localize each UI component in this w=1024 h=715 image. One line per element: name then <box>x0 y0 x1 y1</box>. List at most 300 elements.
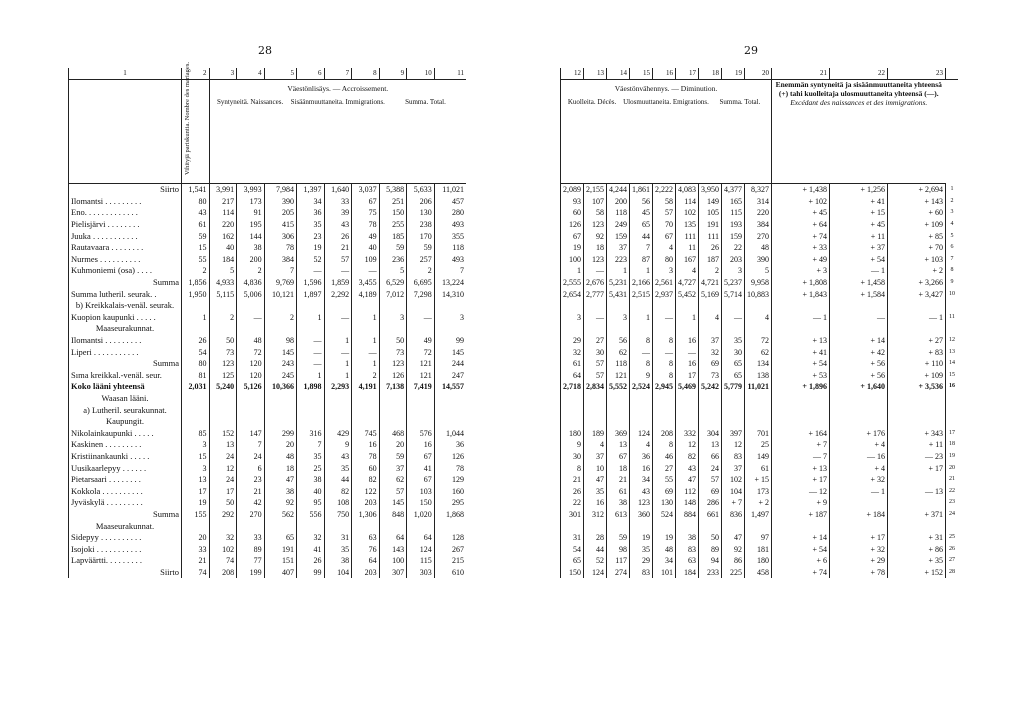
table-cell: 59 <box>407 242 435 254</box>
table-cell <box>829 520 887 532</box>
table-row <box>561 219 959 231</box>
table-cell: 11,021 <box>434 184 466 196</box>
table-cell: 100 <box>561 254 584 266</box>
table-cell: — 1 <box>829 265 887 277</box>
table-cell: + 56 <box>829 358 887 370</box>
table-cell: 22 <box>561 497 584 509</box>
table-row <box>69 509 467 521</box>
table-cell: 2 <box>264 312 296 324</box>
table-cell: 2 <box>699 265 722 277</box>
table-cell: 57 <box>699 474 722 486</box>
table-cell: 58 <box>584 207 607 219</box>
table-cell: 24 <box>209 451 237 463</box>
table-row <box>561 509 959 521</box>
table-cell: 32 <box>699 346 722 358</box>
table-cell: 99 <box>434 335 466 347</box>
table-cell: 3 <box>182 439 210 451</box>
row-number: 10 <box>946 288 959 300</box>
table-cell <box>324 300 352 312</box>
table-cell: 5,633 <box>407 184 435 196</box>
table-row <box>69 485 467 497</box>
table-cell: 181 <box>745 543 772 555</box>
table-row <box>561 277 959 289</box>
table-cell <box>296 393 324 405</box>
table-row <box>69 358 467 370</box>
table-cell: 115 <box>407 555 435 567</box>
table-cell: 111 <box>699 230 722 242</box>
table-row <box>69 242 467 254</box>
table-cell: 2,718 <box>561 381 584 393</box>
table-cell: 3 <box>434 312 466 324</box>
table-cell: 39 <box>324 207 352 219</box>
table-cell: 4 <box>745 312 772 324</box>
table-cell: 92 <box>722 543 745 555</box>
table-cell: 13 <box>182 474 210 486</box>
table-cell: 37 <box>722 462 745 474</box>
table-cell: 1,859 <box>324 277 352 289</box>
table-cell: 1,596 <box>296 277 324 289</box>
table-cell: 75 <box>352 207 380 219</box>
row-label: Pielisjärvi . . . . . . . . <box>69 219 182 231</box>
table-cell: 160 <box>434 485 466 497</box>
table-row <box>561 451 959 463</box>
table-row <box>561 462 959 474</box>
table-cell <box>584 393 607 405</box>
table-cell: — <box>237 312 265 324</box>
table-cell: 104 <box>722 485 745 497</box>
table-cell: 184 <box>209 254 237 266</box>
table-cell: 67 <box>607 451 630 463</box>
table-cell: + 31 <box>887 532 945 544</box>
table-cell: 576 <box>407 427 435 439</box>
table-cell <box>561 520 584 532</box>
table-cell: 91 <box>237 207 265 219</box>
table-cell <box>653 393 676 405</box>
table-cell <box>264 404 296 416</box>
table-cell <box>379 520 407 532</box>
table-cell: 50 <box>209 335 237 347</box>
col-num: 4 <box>237 68 265 80</box>
table-cell <box>407 404 435 416</box>
table-cell <box>699 393 722 405</box>
table-cell <box>653 404 676 416</box>
table-cell: + 29 <box>829 555 887 567</box>
table-cell <box>653 416 676 428</box>
table-cell <box>407 393 435 405</box>
row-number: 26 <box>946 543 959 555</box>
table-row <box>561 520 959 532</box>
table-cell: 94 <box>699 555 722 567</box>
row-number: 14 <box>946 358 959 370</box>
table-cell <box>182 393 210 405</box>
row-label: Uusikaarlepyy . . . . . . <box>69 462 182 474</box>
table-cell: 2,777 <box>584 288 607 300</box>
table-cell: 2,654 <box>561 288 584 300</box>
table-cell: 74 <box>209 555 237 567</box>
table-cell: 397 <box>722 427 745 439</box>
table-cell: 1 <box>676 312 699 324</box>
table-cell: 62 <box>379 474 407 486</box>
table-cell: 65 <box>264 532 296 544</box>
table-cell: 35 <box>630 543 653 555</box>
table-cell: 5,242 <box>699 381 722 393</box>
table-cell: 3 <box>561 312 584 324</box>
table-cell: 14,310 <box>434 288 466 300</box>
table-cell: 123 <box>584 254 607 266</box>
table-cell: 33 <box>324 196 352 208</box>
table-cell: 57 <box>584 370 607 382</box>
table-cell: 203 <box>352 567 380 579</box>
table-cell: 10,883 <box>745 288 772 300</box>
table-cell: 155 <box>182 509 210 521</box>
table-cell: 390 <box>264 196 296 208</box>
table-cell: + 74 <box>772 230 830 242</box>
table-cell: 4,083 <box>676 184 699 196</box>
row-label: Summa <box>69 277 182 289</box>
table-cell: 4,721 <box>699 277 722 289</box>
table-cell <box>653 323 676 335</box>
table-cell <box>676 520 699 532</box>
table-cell <box>630 393 653 405</box>
table-cell: 225 <box>722 567 745 579</box>
table-cell: 54 <box>182 346 210 358</box>
table-cell: + 41 <box>829 196 887 208</box>
table-cell: 4 <box>653 242 676 254</box>
table-cell: 61 <box>182 219 210 231</box>
table-cell: 4,244 <box>607 184 630 196</box>
row-label: Kuhmoniemi (osa) . . . . <box>69 265 182 277</box>
table-cell: + 103 <box>887 254 945 266</box>
table-cell <box>676 404 699 416</box>
table-cell: 184 <box>676 567 699 579</box>
table-cell: 20 <box>264 439 296 451</box>
table-cell: 251 <box>379 196 407 208</box>
table-cell <box>699 323 722 335</box>
table-cell: 85 <box>182 427 210 439</box>
table-cell: 205 <box>264 207 296 219</box>
table-cell: + 32 <box>829 474 887 486</box>
table-row <box>561 300 959 312</box>
table-cell: 52 <box>584 555 607 567</box>
table-cell: 11,021 <box>745 381 772 393</box>
table-cell: 48 <box>264 451 296 463</box>
table-cell: 1,020 <box>407 509 435 521</box>
table-cell: 62 <box>745 346 772 358</box>
table-cell <box>237 300 265 312</box>
table-cell: 78 <box>264 242 296 254</box>
table-cell: 21 <box>237 485 265 497</box>
table-cell: 63 <box>352 532 380 544</box>
table-cell <box>772 404 830 416</box>
table-cell: 16 <box>630 462 653 474</box>
table-cell: 147 <box>237 427 265 439</box>
table-cell <box>209 323 237 335</box>
table-cell: 150 <box>379 207 407 219</box>
right-table <box>560 68 958 578</box>
col-num: 15 <box>630 68 653 80</box>
table-cell: — <box>722 312 745 324</box>
table-cell: + 1,584 <box>829 288 887 300</box>
table-cell: 1,861 <box>630 184 653 196</box>
table-cell <box>887 416 945 428</box>
table-cell <box>584 323 607 335</box>
table-cell: 270 <box>237 509 265 521</box>
table-row <box>69 555 467 567</box>
table-cell: + 371 <box>887 509 945 521</box>
table-cell: 8 <box>630 358 653 370</box>
table-cell: 458 <box>745 567 772 579</box>
table-cell <box>379 416 407 428</box>
table-cell: 81 <box>182 370 210 382</box>
table-cell: + 152 <box>887 567 945 579</box>
table-cell: 47 <box>676 474 699 486</box>
table-cell: 69 <box>653 485 676 497</box>
table-cell <box>209 416 237 428</box>
table-cell: 69 <box>699 358 722 370</box>
table-cell: 80 <box>182 358 210 370</box>
table-cell: 5,115 <box>209 288 237 300</box>
table-cell: 23 <box>296 230 324 242</box>
table-cell: 148 <box>676 497 699 509</box>
table-cell: 701 <box>745 427 772 439</box>
table-cell: 60 <box>561 207 584 219</box>
table-cell: + 1,843 <box>772 288 830 300</box>
table-cell: + 83 <box>887 346 945 358</box>
table-cell: — 7 <box>772 451 830 463</box>
table-cell: 59 <box>607 532 630 544</box>
table-cell: 66 <box>699 451 722 463</box>
table-cell: 124 <box>630 427 653 439</box>
right-page <box>512 0 1024 715</box>
col-num: 13 <box>584 68 607 80</box>
table-cell: 360 <box>630 509 653 521</box>
header-summa: Summa. Total. <box>405 98 446 106</box>
table-cell <box>653 300 676 312</box>
table-cell: 16 <box>676 335 699 347</box>
table-cell: + 60 <box>887 207 945 219</box>
table-cell: 128 <box>434 532 466 544</box>
table-cell: 5,231 <box>607 277 630 289</box>
table-cell: 120 <box>237 370 265 382</box>
table-cell <box>379 300 407 312</box>
table-cell: 1,898 <box>296 381 324 393</box>
table-cell: 73 <box>379 346 407 358</box>
table-cell: 152 <box>209 427 237 439</box>
table-cell <box>772 416 830 428</box>
row-number: 21 <box>946 474 959 486</box>
table-cell: 40 <box>352 242 380 254</box>
table-cell: 29 <box>630 555 653 567</box>
table-cell: 145 <box>434 346 466 358</box>
table-cell: 145 <box>379 497 407 509</box>
table-cell <box>829 323 887 335</box>
table-cell <box>561 300 584 312</box>
table-cell: 23 <box>237 474 265 486</box>
table-cell: 9 <box>630 370 653 382</box>
table-cell <box>676 323 699 335</box>
table-cell: 38 <box>237 242 265 254</box>
table-cell: 7 <box>630 242 653 254</box>
table-cell: 8 <box>653 358 676 370</box>
table-cell: 8,327 <box>745 184 772 196</box>
table-cell: 5,779 <box>722 381 745 393</box>
table-cell: 18 <box>584 242 607 254</box>
table-cell: 2,222 <box>653 184 676 196</box>
table-row <box>69 219 467 231</box>
table-cell: 1,397 <box>296 184 324 196</box>
table-cell: 280 <box>434 207 466 219</box>
table-cell: 1,044 <box>434 427 466 439</box>
table-cell: 102 <box>209 543 237 555</box>
table-cell: 3 <box>182 462 210 474</box>
table-row <box>561 196 959 208</box>
table-row <box>69 532 467 544</box>
table-cell <box>630 404 653 416</box>
table-cell: + 4 <box>829 439 887 451</box>
col-num: 14 <box>607 68 630 80</box>
row-number: 2 <box>946 196 959 208</box>
table-cell: 126 <box>379 370 407 382</box>
table-cell: 2,834 <box>584 381 607 393</box>
table-cell: 295 <box>434 497 466 509</box>
row-label: Summa lutheril. seurak. . <box>69 288 182 300</box>
table-cell: 47 <box>264 474 296 486</box>
table-cell: 42 <box>237 497 265 509</box>
table-cell: 16 <box>676 358 699 370</box>
table-cell <box>607 323 630 335</box>
table-cell: 138 <box>745 370 772 382</box>
table-cell <box>699 416 722 428</box>
table-cell: — <box>829 312 887 324</box>
table-cell: 5,469 <box>676 381 699 393</box>
col-num: 18 <box>699 68 722 80</box>
table-cell: 48 <box>745 242 772 254</box>
table-cell: + 13 <box>772 335 830 347</box>
table-cell: 249 <box>607 219 630 231</box>
table-cell: 4 <box>676 265 699 277</box>
table-cell: 12 <box>209 462 237 474</box>
table-cell: 1 <box>352 335 380 347</box>
table-cell: 92 <box>584 230 607 242</box>
row-number <box>946 393 959 405</box>
row-number: 3 <box>946 207 959 219</box>
table-row <box>69 370 467 382</box>
table-cell: — 1 <box>829 485 887 497</box>
table-cell: 5,552 <box>607 381 630 393</box>
table-cell: 299 <box>264 427 296 439</box>
table-cell: 89 <box>237 543 265 555</box>
table-cell: + 13 <box>772 462 830 474</box>
table-cell: 7 <box>434 265 466 277</box>
table-row <box>69 462 467 474</box>
table-cell: 1 <box>630 312 653 324</box>
table-cell: 59 <box>379 242 407 254</box>
table-cell: 72 <box>745 335 772 347</box>
col-num: 16 <box>653 68 676 80</box>
table-cell: 3 <box>722 265 745 277</box>
table-cell: 112 <box>676 485 699 497</box>
table-cell: — 13 <box>887 485 945 497</box>
table-cell: 80 <box>653 254 676 266</box>
table-cell: 62 <box>607 346 630 358</box>
table-cell <box>434 520 466 532</box>
table-cell: 89 <box>699 543 722 555</box>
table-cell: 15 <box>182 242 210 254</box>
row-label: Kaskinen . . . . . . . . . <box>69 439 182 451</box>
header-vihityt: Vihityjä pariskuntia. Nombre des mariages. <box>184 62 191 175</box>
table-cell: 245 <box>264 370 296 382</box>
table-cell: 47 <box>722 532 745 544</box>
table-row <box>561 207 959 219</box>
table-cell: + 17 <box>829 532 887 544</box>
table-cell: 10,366 <box>264 381 296 393</box>
table-cell <box>887 404 945 416</box>
table-cell: 37 <box>607 242 630 254</box>
row-label: Sidepyy . . . . . . . . . . <box>69 532 182 544</box>
table-cell: 30 <box>561 451 584 463</box>
table-cell <box>182 323 210 335</box>
table-cell: 191 <box>699 219 722 231</box>
table-row <box>69 416 467 428</box>
table-cell <box>209 520 237 532</box>
table-cell: 34 <box>630 474 653 486</box>
table-cell: 121 <box>607 370 630 382</box>
table-cell: 36 <box>630 451 653 463</box>
table-cell: 24 <box>237 451 265 463</box>
table-cell: 57 <box>379 485 407 497</box>
table-cell: + 15 <box>829 207 887 219</box>
table-cell: 13 <box>699 439 722 451</box>
table-cell: 122 <box>352 485 380 497</box>
col-num: 17 <box>676 68 699 80</box>
table-cell: 118 <box>607 358 630 370</box>
table-cell <box>182 404 210 416</box>
table-cell: 274 <box>607 567 630 579</box>
table-cell: + 1,808 <box>772 277 830 289</box>
table-cell: 314 <box>745 196 772 208</box>
table-cell: 206 <box>407 196 435 208</box>
table-cell: + 184 <box>829 509 887 521</box>
table-cell <box>745 416 772 428</box>
table-cell: 26 <box>561 485 584 497</box>
col-num: 8 <box>352 68 380 80</box>
table-cell: 70 <box>653 219 676 231</box>
table-cell: + 164 <box>772 427 830 439</box>
col-num: 22 <box>829 68 887 80</box>
table-cell <box>584 520 607 532</box>
table-cell: 193 <box>722 219 745 231</box>
row-label: Rautavaara . . . . . . . . <box>69 242 182 254</box>
table-cell <box>829 497 887 509</box>
row-label: Waasan lääni. <box>69 393 182 405</box>
table-cell <box>296 323 324 335</box>
table-cell: 95 <box>296 497 324 509</box>
table-cell: 123 <box>379 358 407 370</box>
table-cell: 63 <box>676 555 699 567</box>
table-cell: 200 <box>607 196 630 208</box>
table-cell: 16 <box>407 439 435 451</box>
table-cell <box>434 300 466 312</box>
col-num: 10 <box>407 68 435 80</box>
table-cell: 556 <box>296 509 324 521</box>
row-number: 16 <box>946 381 959 393</box>
table-cell: 101 <box>653 567 676 579</box>
table-cell <box>434 323 466 335</box>
table-cell: 72 <box>407 346 435 358</box>
table-row <box>561 323 959 335</box>
table-cell: 244 <box>434 358 466 370</box>
table-cell <box>745 404 772 416</box>
